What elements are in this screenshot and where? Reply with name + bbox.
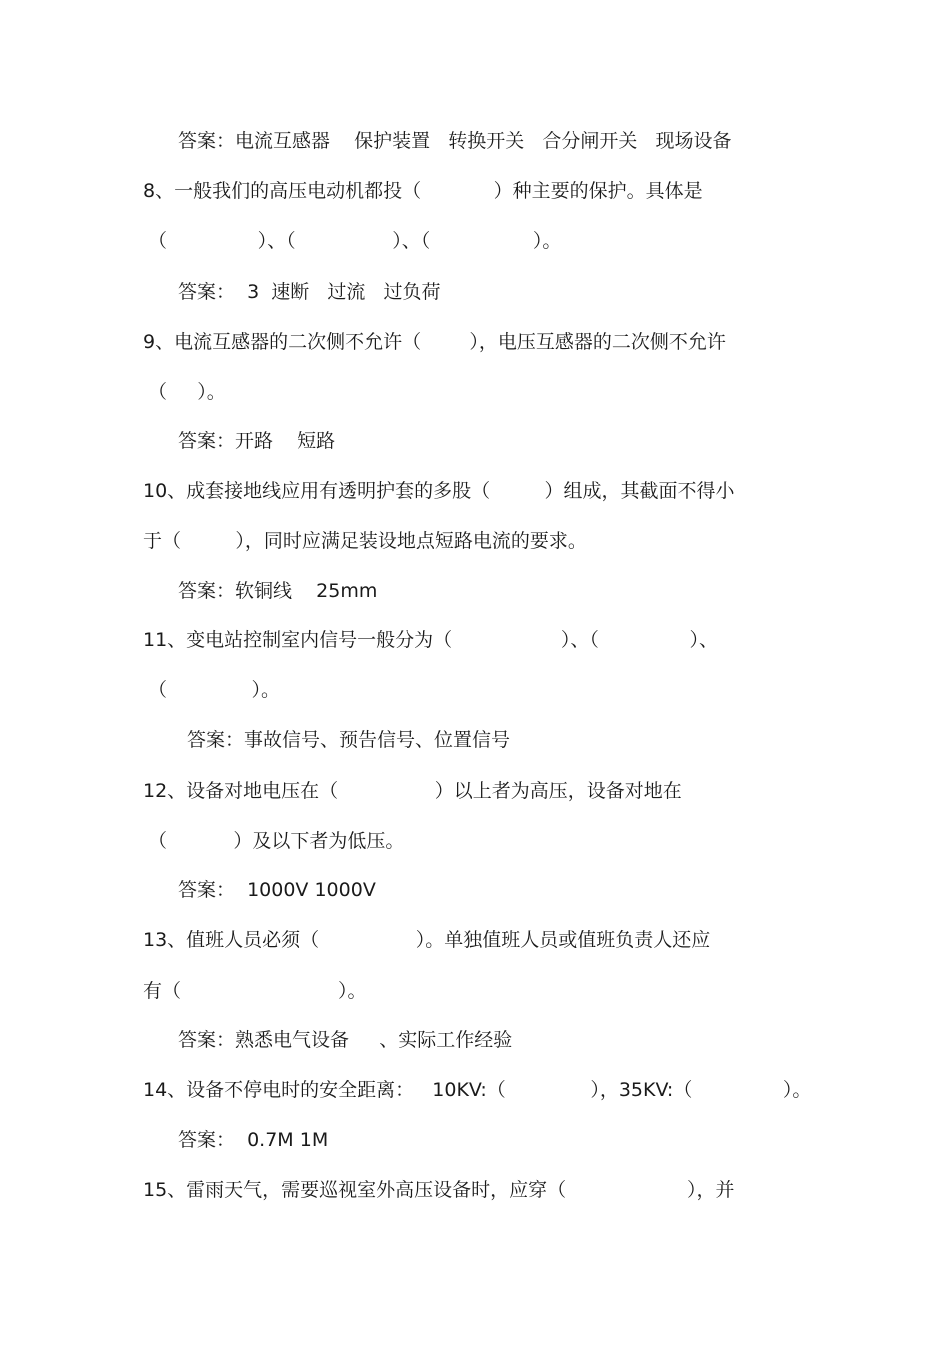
question-12-line-1: 12、设备对地电压在（ ）以上者为高压，设备对地在 bbox=[143, 780, 682, 802]
question-10-line-2: 于（ ），同时应满足装设地点短路电流的要求。 bbox=[143, 530, 587, 552]
answer-line-11: 答案：事故信号、预告信号、位置信号 bbox=[187, 729, 511, 751]
answer-line-9: 答案：开路 短路 bbox=[178, 430, 336, 452]
answer-line-8: 答案： 3 速断 过流 过负荷 bbox=[178, 281, 441, 303]
answer-line-10: 答案：软铜线 25mm bbox=[178, 580, 378, 602]
answer-line-7: 答案：电流互感器 保护装置 转换开关 合分闸开关 现场设备 bbox=[178, 130, 732, 152]
answer-line-12: 答案： 1000V 1000V bbox=[178, 879, 376, 901]
question-14-line-1: 14、设备不停电时的安全距离： 10KV:（ ），35KV:（ ）。 bbox=[143, 1079, 812, 1101]
question-8-line-1: 8、一般我们的高压电动机都投（ ）种主要的保护。具体是 bbox=[143, 180, 703, 202]
question-13-line-1: 13、值班人员必须（ ）。单独值班人员或值班负责人还应 bbox=[143, 929, 711, 951]
question-9-line-2: （ ）。 bbox=[148, 381, 226, 403]
question-11-line-2: （ ）。 bbox=[148, 679, 281, 701]
question-10-line-1: 10、成套接地线应用有透明护套的多股（ ）组成，其截面不得小 bbox=[143, 480, 735, 502]
question-15-line-1: 15、雷雨天气，需要巡视室外高压设备时，应穿（ ），并 bbox=[143, 1179, 735, 1201]
question-9-line-1: 9、电流互感器的二次侧不允许（ ），电压互感器的二次侧不允许 bbox=[143, 331, 726, 353]
answer-line-13: 答案：熟悉电气设备 、实际工作经验 bbox=[178, 1029, 513, 1051]
question-13-line-2: 有（ ）。 bbox=[143, 980, 367, 1002]
answer-line-14: 答案： 0.7M 1M bbox=[178, 1129, 329, 1151]
question-8-line-2: （ ）、（ ）、（ ）。 bbox=[148, 230, 562, 252]
question-11-line-1: 11、变电站控制室内信号一般分为（ ）、（ ）、 bbox=[143, 629, 718, 651]
question-12-line-2: （ ）及以下者为低压。 bbox=[148, 830, 405, 852]
